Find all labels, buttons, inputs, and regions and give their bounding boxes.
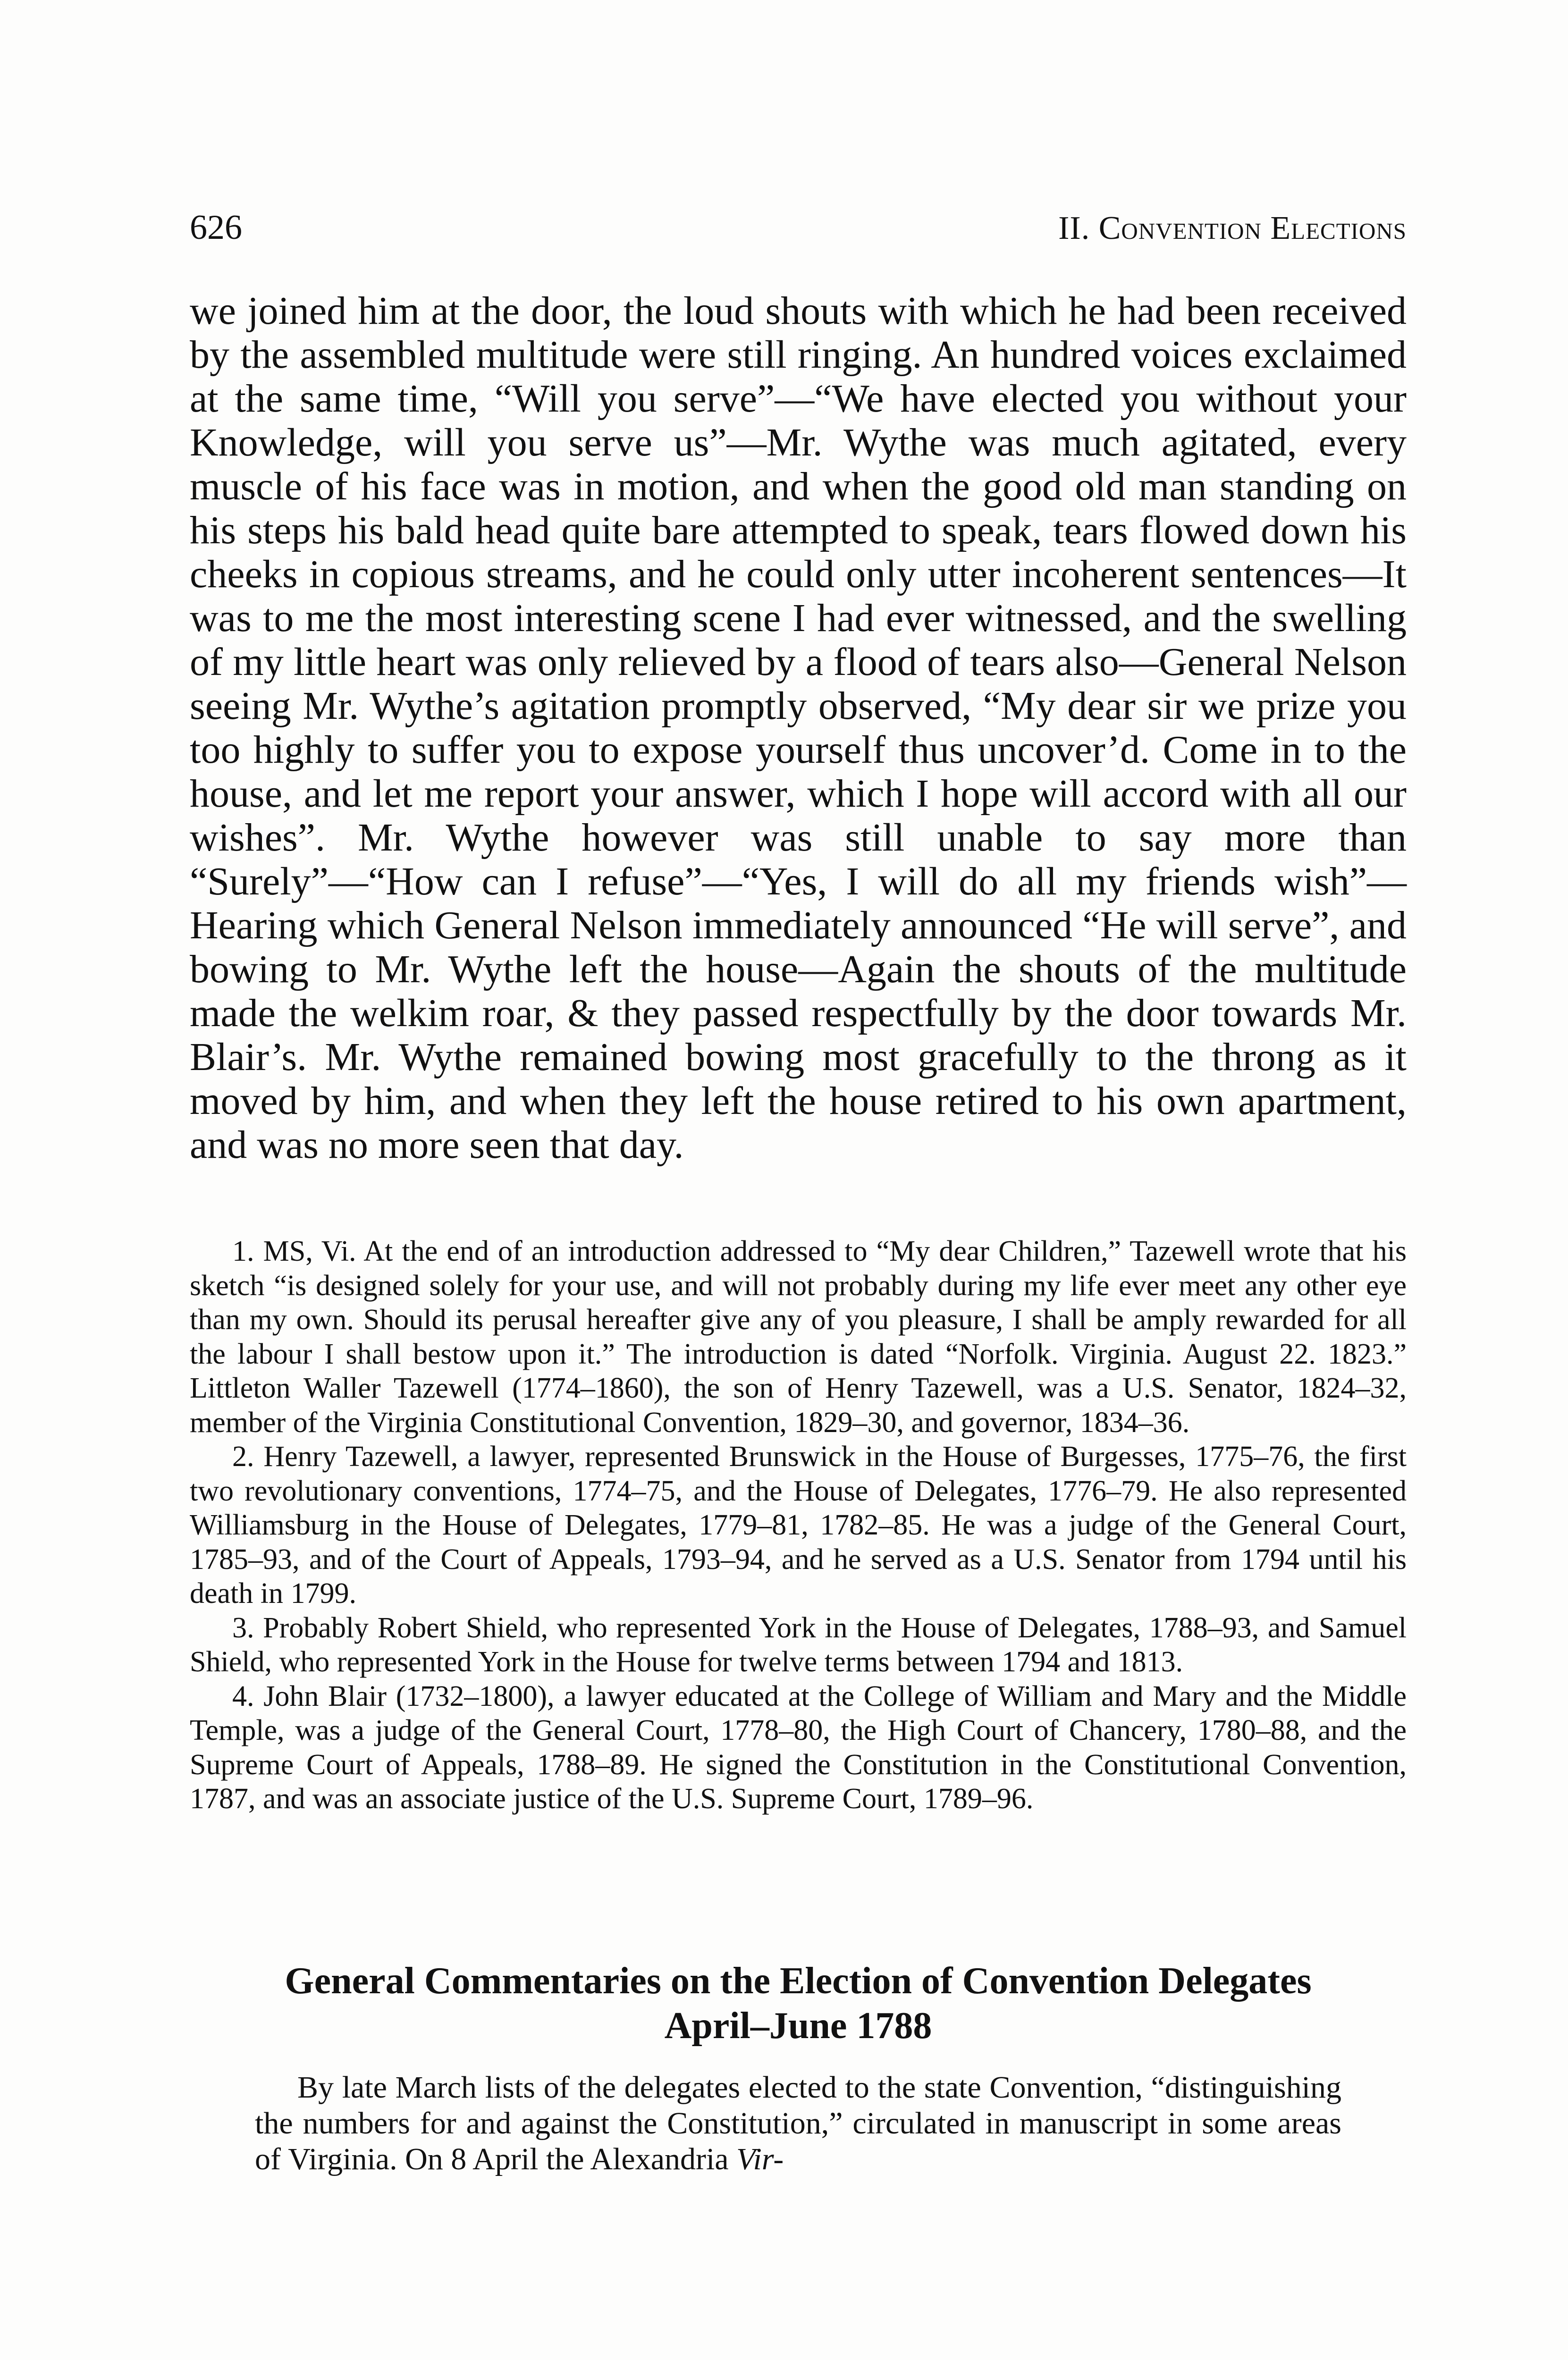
section-title	[190, 1959, 1407, 2048]
footnote-1: 1. MS, Vi. At the end of an introduction addressed to “My dear Children,” Tazewell wrote that his sketch “is designed solely for your use, and will not probably during my life ever meet any other eye than my own. Should its perusal hereafter give any of you pleasure, I shall be amply rewarded for all the labour I shall bestow upon it.” The introduction is dated “Norfolk. Virginia. August 22. 1823.” Littleton Waller Tazewell (1774–1860), the son of Henry Tazewell, was a U.S. Senator, 1824–32, member of the Virginia Constitutional Convention, 1829–30, and governor, 1834–36.	[190, 1235, 1407, 1439]
footnote-2: 2. Henry Tazewell, a lawyer, represented Brunswick in the House of Burgesses, 1775–76, the first two revolutionary conventions, 1774–75, and the House of Delegates, 1776–79. He also represented Williamsburg in the House of Delegates, 1779–81, 1782–85. He was a judge of the General Court, 1785–93, and of the Court of Appeals, 1793–94, and he served as a U.S. Senator from 1794 until his death in 1799.	[190, 1441, 1407, 1610]
running-head: II. Convention Elections	[1058, 210, 1407, 246]
section-title-line-1: General Commentaries on the Election of Convention Delegates	[285, 1960, 1312, 2002]
footnote-3: 3. Probably Robert Shield, who represented York in the House of Delegates, 1788–93, and Samuel Shield, who represented York in the House for twelve terms between 1794 and 1813.	[190, 1611, 1407, 1678]
page-number: 626	[190, 208, 242, 247]
section-body-text: By late March lists of the delegates elected to the state Convention, “distinguishing the numbers for and against the Constitution,” circulated in manuscript in some areas of Virginia. On 8 April the Alexandria	[255, 2070, 1341, 2176]
section-title-line-2: April–June 1788	[664, 2005, 932, 2047]
main-text-paragraph: we joined him at the door, the loud shouts with which he had been received by the assembled multitude were still ringing. An hundred voices exclaimed at the same time, “Will you serve”—“We have elected you without your Knowledge, will you serve us”—Mr. Wythe was much agitated, every muscle of his face was in motion, and when the good old man standing on his steps his bald head quite bare attempted to speak, tears flowed down his cheeks in copious streams, and he could only utter incoherent sentences—It was to me the most interesting scene I had ever witnessed, and the swelling of my little heart was only relieved by a flood of tears also—General Nelson seeing Mr. Wythe’s agitation promptly observed, “My dear sir we prize you too highly to suffer you to expose yourself thus uncover’d. Come in to the house, and let me report your answer, which I hope will accord with all our wishes”. Mr. Wythe however was still unable to say more than “Surely”—“How can I refuse”—“Yes, I will do all my friends wish”—Hearing which General Nelson immediately announced “He will serve”, and bowing to Mr. Wythe left the house—Again the shouts of the multitude made the welkim roar, & they passed respectfully by the door towards Mr. Blair’s. Mr. Wythe remained bowing most gracefully to the throng as it moved by him, and when they left the house retired to his own apartment, and was no more seen that day.	[190, 289, 1407, 1167]
section-body-paragraph	[255, 2070, 1341, 2177]
footnotes	[190, 1234, 1407, 1816]
section-body-italic-word: Vir-	[736, 2142, 784, 2176]
footnote-4: 4. John Blair (1732–1800), a lawyer educated at the College of William and Mary and the Middle Temple, was a judge of the General Court, 1778–80, the High Court of Chancery, 1780–88, and the Supreme Court of Appeals, 1788–89. He signed the Constitution in the Constitutional Convention, 1787, and was an associate justice of the U.S. Supreme Court, 1789–96.	[190, 1680, 1407, 1815]
page-header	[190, 208, 1407, 260]
